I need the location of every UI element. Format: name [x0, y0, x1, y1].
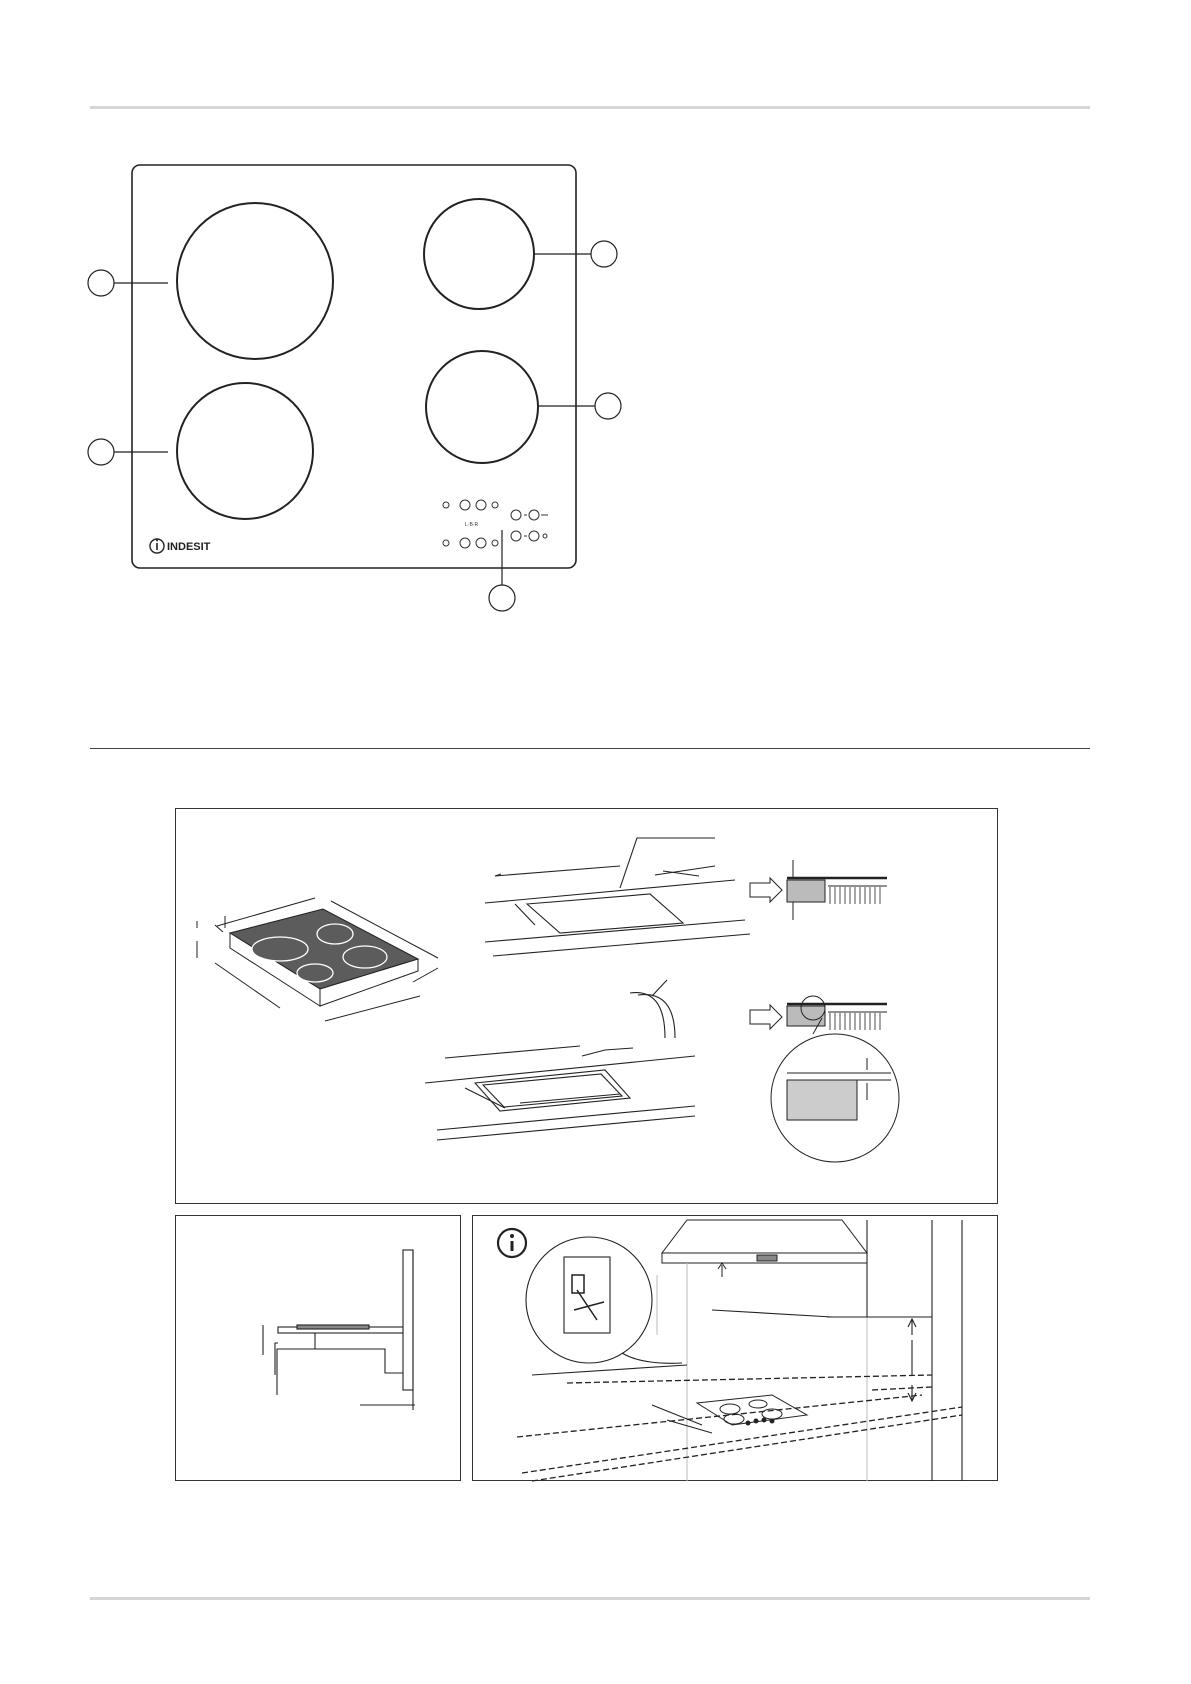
info-icon — [498, 1229, 526, 1257]
zone-rear-left — [177, 203, 333, 359]
callout-circle-3 — [591, 241, 617, 267]
installation-diagrams — [175, 808, 998, 1204]
control-label: L·B·R — [465, 522, 479, 528]
control-panel — [443, 500, 548, 548]
callout-circle-2 — [88, 439, 114, 465]
zone-front-right — [426, 351, 538, 463]
cooker-hood — [662, 1220, 867, 1277]
side-section-diagram — [175, 1215, 461, 1481]
hob-isometric — [197, 898, 438, 1021]
callout-circle-1 — [88, 270, 114, 296]
hob-top-view-diagram — [0, 0, 1191, 700]
brand-name: INDESIT — [167, 541, 211, 553]
zone-rear-right — [424, 199, 534, 309]
bottom-rule — [90, 1597, 1090, 1600]
hob-outline — [132, 165, 576, 568]
cutout-diagram-2 — [425, 980, 695, 1140]
callout-circle-5 — [489, 585, 515, 611]
zone-front-left — [177, 383, 313, 519]
section-rule — [90, 748, 1090, 749]
detail-magnifier — [526, 1237, 682, 1363]
callout-circle-4 — [595, 393, 621, 419]
kitchen-clearance-diagram — [472, 1215, 998, 1481]
hob-in-counter — [652, 1395, 807, 1433]
edge-section-diagrams — [750, 860, 899, 1162]
cutout-diagram-1 — [485, 838, 750, 956]
indesit-logo — [150, 539, 211, 553]
